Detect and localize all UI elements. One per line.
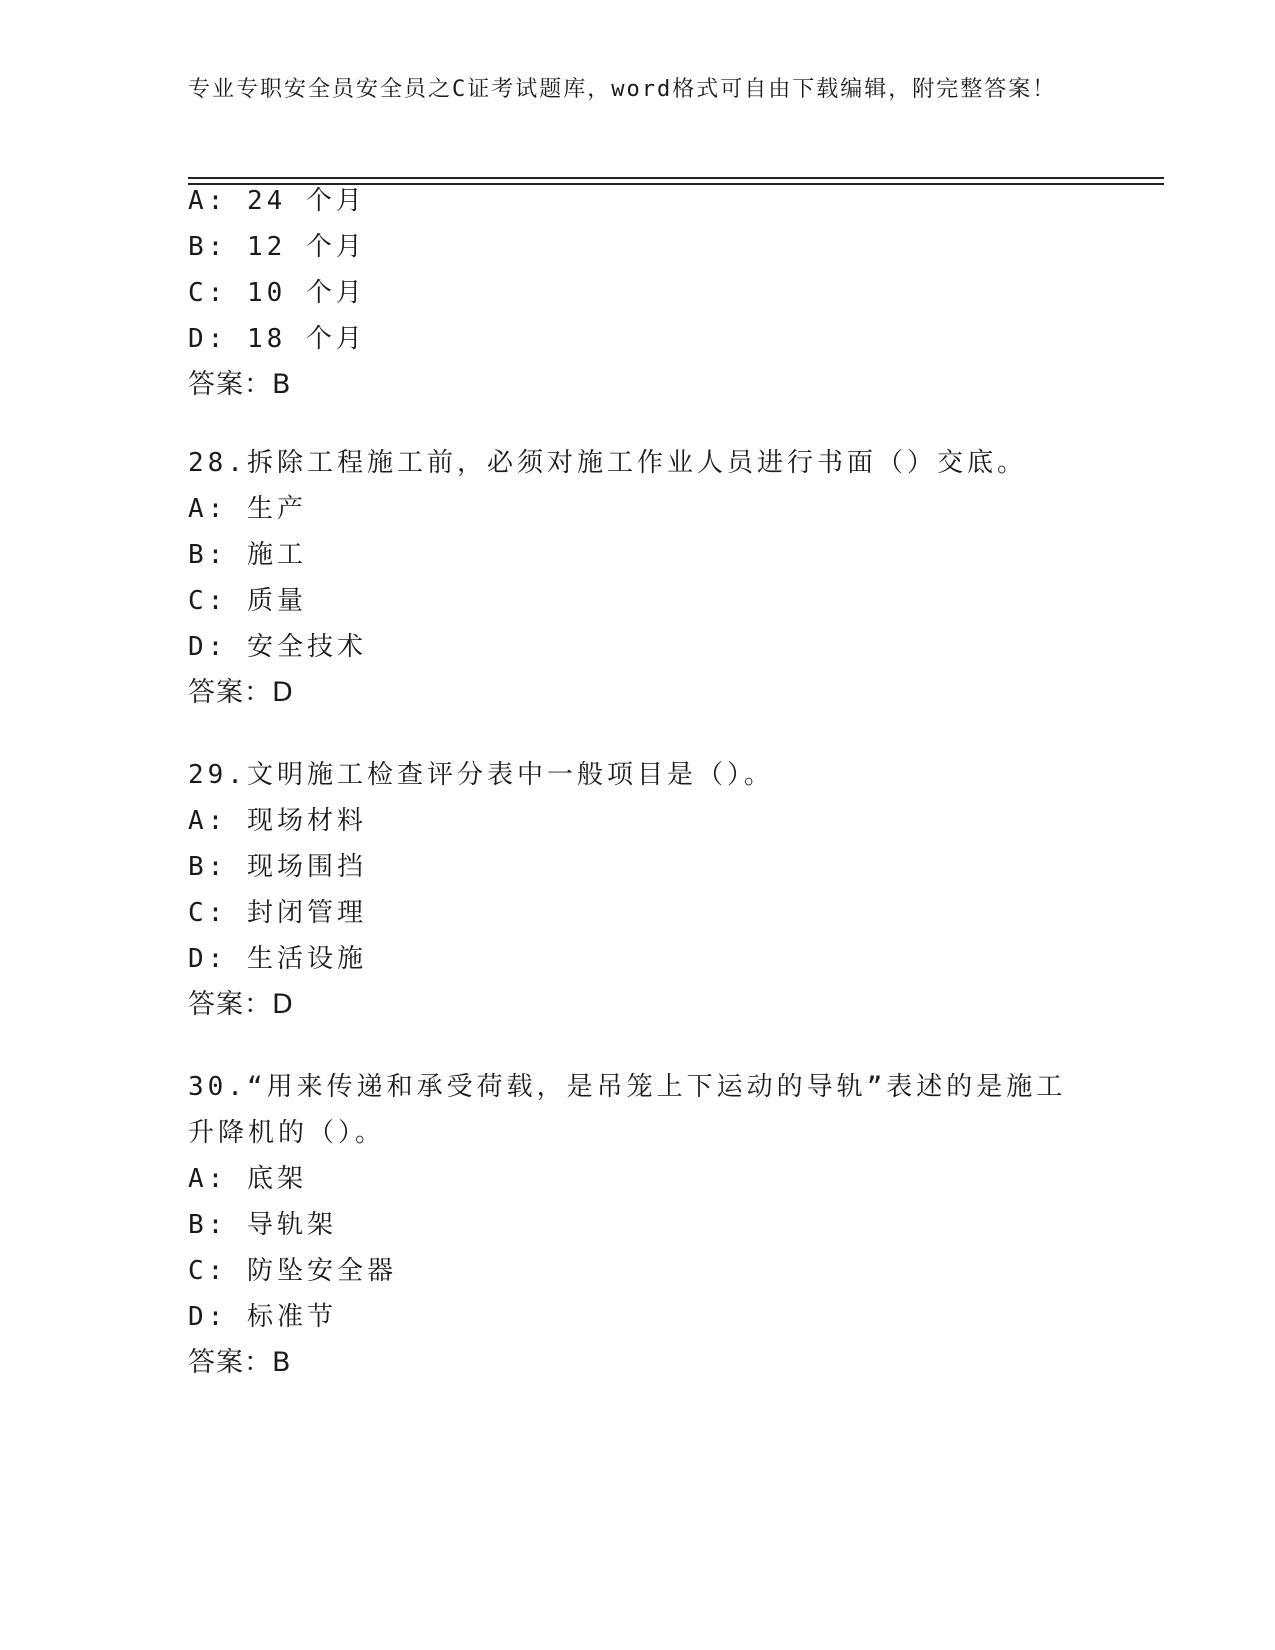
question-stem: 28.拆除工程施工前，必须对施工作业人员进行书面（）交底。 [188, 448, 1027, 478]
option-c: C: 10 个月 [188, 278, 366, 308]
document-header: 专业专职安全员安全员之C证考试题库，word格式可自由下载编辑，附完整答案！ [188, 77, 1057, 102]
partial-question [188, 178, 1148, 408]
option-c: C: 质量 [188, 586, 307, 616]
answer: 答案：B [188, 1347, 292, 1378]
answer: 答案：D [188, 677, 294, 708]
option-b: B: 施工 [188, 540, 307, 570]
option-b: B: 12 个月 [188, 232, 366, 262]
option-a: A: 底架 [188, 1164, 307, 1194]
option-a: A: 生产 [188, 494, 307, 524]
option-d: D: 18 个月 [188, 324, 366, 354]
option-b: B: 现场围挡 [188, 852, 367, 882]
question-stem: 29.文明施工检查评分表中一般项目是（）。 [188, 760, 774, 790]
option-d: D: 生活设施 [188, 944, 367, 974]
question-stem: 30.“用来传递和承受荷载，是吊笼上下运动的导轨”表述的是施工升降机的（）。 [188, 1072, 1067, 1148]
answer: 答案：B [188, 369, 292, 400]
option-b: B: 导轨架 [188, 1210, 337, 1240]
question-29 [188, 752, 1148, 1028]
option-d: D: 安全技术 [188, 632, 367, 662]
answer: 答案：D [188, 989, 294, 1020]
option-c: C: 封闭管理 [188, 898, 367, 928]
option-d: D: 标准节 [188, 1302, 337, 1332]
option-c: C: 防坠安全器 [188, 1256, 397, 1286]
option-a: A: 24 个月 [188, 186, 366, 216]
question-28 [188, 440, 1148, 716]
option-a: A: 现场材料 [188, 806, 367, 836]
question-30 [188, 1064, 1148, 1386]
